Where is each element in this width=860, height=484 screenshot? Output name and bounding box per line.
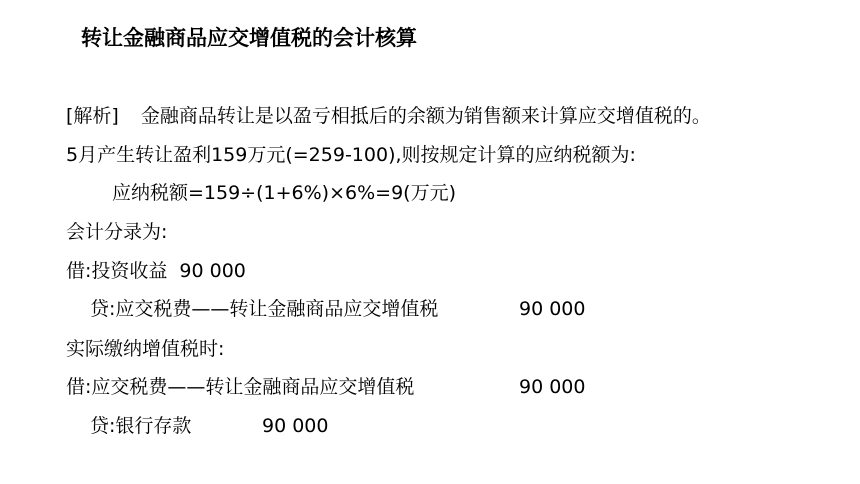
debit-entry-2-label: 借:应交税费——转让金融商品应交增值税 xyxy=(66,376,415,398)
analysis-tag: [解析] xyxy=(66,105,119,127)
analysis-line xyxy=(66,103,711,129)
profit-line: 5月产生转让盈利159万元(=259-100),则按规定计算的应纳税额为: xyxy=(66,144,636,166)
payment-heading: 实际缴纳增值税时: xyxy=(66,338,225,360)
credit-entry-1-label: 贷:应交税费——转让金融商品应交增值税 xyxy=(90,298,439,320)
analysis-text: 金融商品转让是以盈亏相抵后的余额为销售额来计算应交增值税的。 xyxy=(140,105,711,127)
debit-entry-1-amount: 90 000 xyxy=(179,260,246,282)
page-title: 转让金融商品应交增值税的会计核算 xyxy=(81,26,417,50)
debit-entry-1 xyxy=(66,258,246,284)
credit-entry-2-label: 贷:银行存款 xyxy=(90,415,192,437)
credit-entry-2-amount: 90 000 xyxy=(262,415,329,437)
credit-entry-1-amount: 90 000 xyxy=(519,298,586,320)
entry-heading: 会计分录为: xyxy=(66,221,168,243)
tax-formula: 应纳税额=159÷(1+6%)×6%=9(万元) xyxy=(112,182,456,204)
debit-entry-1-label: 借:投资收益 xyxy=(66,260,168,282)
debit-entry-2-amount: 90 000 xyxy=(519,376,586,398)
